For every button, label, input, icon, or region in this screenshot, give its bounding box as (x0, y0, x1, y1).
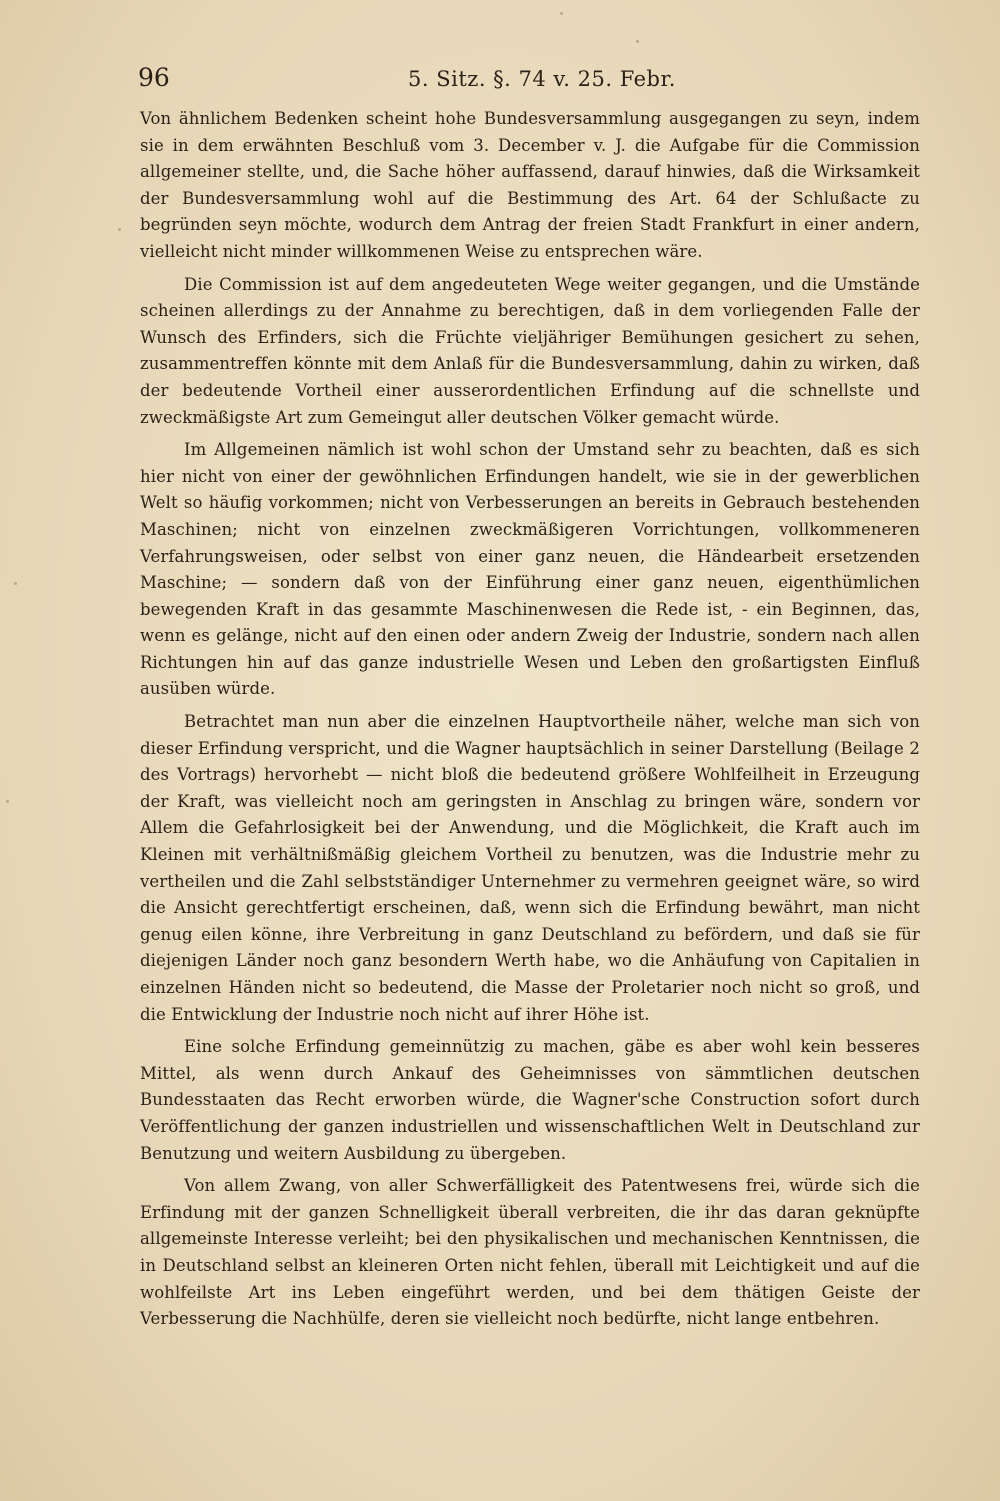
paper-speck (6, 800, 9, 803)
page-number: 96 (138, 63, 170, 92)
body-text (140, 106, 920, 1339)
paragraph: Von allem Zwang, von aller Schwerfälligkeit des Patentwesens frei, würde sich die Erfindung mit der ganzen Schnelligkeit überall verbreiten, die ihr das daran geknüpfte allgemeinste Interesse verleiht; bei den physikalischen und mechanischen Kenntnissen, die in Deutschland selbst an kleineren Orten nicht fehlen, überall mit Leichtigkeit und auf die wohlfeilste Art ins Leben eingeführt werden, und bei dem thätigen Geiste der Verbesserung die Nachhülfe, deren sie vielleicht noch bedürfte, nicht lange entbehren. (140, 1176, 920, 1329)
running-head: 5. Sitz. §. 74 v. 25. Febr. (408, 67, 676, 91)
page-header (138, 60, 918, 100)
paragraph: Im Allgemeinen nämlich ist wohl schon der Umstand sehr zu beachten, daß es sich hier nicht von einer der gewöhnlichen Erfindungen handelt, wie sie in der gewerblichen Welt so häufig vorkommen; nicht von Verbesserungen an bereits in Gebrauch bestehenden Maschinen; nicht von einzelnen zweckmäßigeren Vorrichtungen, vollkommeneren Verfahrungsweisen, oder selbst von einer ganz neuen, die Händearbeit ersetzenden Maschine; — sondern daß von der Einführung einer ganz neuen, eigenthümlichen bewegenden Kraft in das gesammte Maschinenwesen die Rede ist, - ein Beginnen, das, wenn es gelänge, nicht auf den einen oder andern Zweig der Industrie, sondern nach allen Richtungen hin auf das ganze industrielle Wesen und Leben den großartigsten Einfluß ausüben würde. (140, 440, 920, 699)
paper-speck (560, 12, 563, 15)
paragraph: Die Commission ist auf dem angedeuteten Wege weiter gegangen, und die Umstände scheinen allerdings zu der Annahme zu berechtigen, daß in dem vorliegenden Falle der Wunsch des Erfinders, sich die Früchte vieljähriger Bemühungen gesichert zu sehen, zusammentreffen könnte mit dem Anlaß für die Bundesversammlung, dahin zu wirken, daß der bedeutende Vortheil einer ausserordentlichen Erfindung auf die schnellste und zweckmäßigste Art zum Gemeingut aller deutschen Völker gemacht würde. (140, 274, 920, 427)
paragraph: Von ähnlichem Bedenken scheint hohe Bundesversammlung ausgegangen zu seyn, indem sie in dem erwähnten Beschluß vom 3. December v. J. die Aufgabe für die Commission allgemeiner stellte, und, die Sache höher auffassend, darauf hinwies, daß die Wirksamkeit der Bundesversammlung wohl auf die Bestimmung des Art. 64 der Schlußacte zu begründen seyn möchte, wodurch dem Antrag der freien Stadt Frankfurt in einer andern, vielleicht nicht minder willkommenen Weise zu entsprechen wäre. (140, 109, 920, 261)
paragraph: Eine solche Erfindung gemeinnützig zu machen, gäbe es aber wohl kein besseres Mittel, als wenn durch Ankauf des Geheimnisses von sämmtlichen deutschen Bundesstaaten das Recht erworben würde, die Wagner'sche Construction sofort durch Veröffentlichung der ganzen industriellen und wissenschaftlichen Welt in Deutschland zur Benutzung und weitern Ausbildung zu übergeben. (140, 1037, 920, 1163)
paper-speck (14, 582, 17, 585)
paragraph: Betrachtet man nun aber die einzelnen Hauptvortheile näher, welche man sich von dieser Erfindung verspricht, und die Wagner hauptsächlich in seiner Darstellung (Beilage 2 des Vortrags) hervorhebt — nicht bloß die bedeutend größere Wohlfeilheit in Erzeugung der Kraft, was vielleicht noch am geringsten in Anschlag zu bringen wäre, sondern vor Allem die Gefahrlosigkeit bei der Anwendung, und die Möglichkeit, die Kraft auch im Kleinen mit verhältnißmäßig gleichem Vortheil zu benutzen, was die Industrie mehr zu vertheilen und die Zahl selbstständiger Unternehmer zu vermehren geeignet wäre, so wird die Ansicht gerechtfertigt erscheinen, daß, wenn sich die Erfindung bewährt, man nicht genug eilen könne, ihre Verbreitung in ganz Deutschland zu befördern, und daß sie für diejenigen Länder noch ganz besondern Werth habe, wo die Anhäufung von Capitalien in einzelnen Händen nicht so bedeutend, die Masse der Proletarier noch nicht so groß, und die Entwicklung der Industrie noch nicht auf ihrer Höhe ist. (140, 712, 920, 1024)
paper-speck (118, 228, 121, 231)
paper-speck (636, 40, 639, 43)
